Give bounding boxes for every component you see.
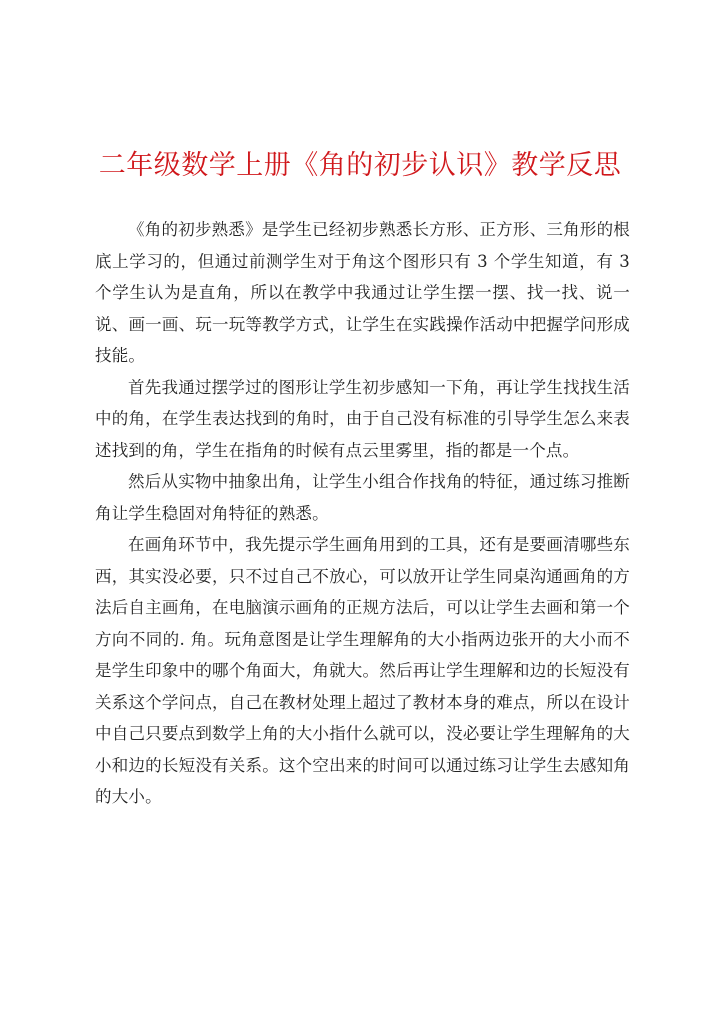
paragraph: 《角的初步熟悉》是学生已经初步熟悉长方形、正方形、三角形的根底上学习的，但通过前测学生对于角这个图形只有 3 个学生知道，有 3 个学生认为是直角，所以在教学中我通过让学生摆一摆、找一找、说一说、画一画、玩一玩等教学方式，让学生在实践操作活动中把握学问形成技能。 bbox=[95, 220, 630, 365]
paragraph: 然后从实物中抽象出角，让学生小组合作找角的特征，通过练习推断角让学生稳固对角特征的熟悉。 bbox=[95, 472, 630, 523]
document-title: 二年级数学上册《角的初步认识》教学反思 bbox=[98, 150, 622, 181]
paragraph: 在画角环节中，我先提示学生画角用到的工具，还有是要画清哪些东西，其实没必要，只不过自己不放心，可以放开让学生同桌沟通画角的方法后自主画角，在电脑演示画角的正规方法后，可以让学生去画和第一个方向不同的. 角。玩角意图是让学生理解角的大小指两边张开的大小而不是学生印象中的哪个角面大，角就大。然后再让学生理解和边的长短没有关系这个学问点，自己在教材处理上超过了教材本身的难点，所以在设计中自己只要点到数学上角的大小指什么就可以，没必要让学生理解角的大小和边的长短没有关系。这个空出来的时间可以通过练习让学生去感知角的大小。 bbox=[95, 535, 630, 806]
document-body bbox=[95, 214, 630, 813]
paragraph: 首先我通过摆学过的图形让学生初步感知一下角，再让学生找找生活中的角，在学生表达找到的角时，由于自己没有标准的引导学生怎么来表述找到的角，学生在指角的时候有点云里雾里，指的都是一个点。 bbox=[95, 377, 630, 460]
